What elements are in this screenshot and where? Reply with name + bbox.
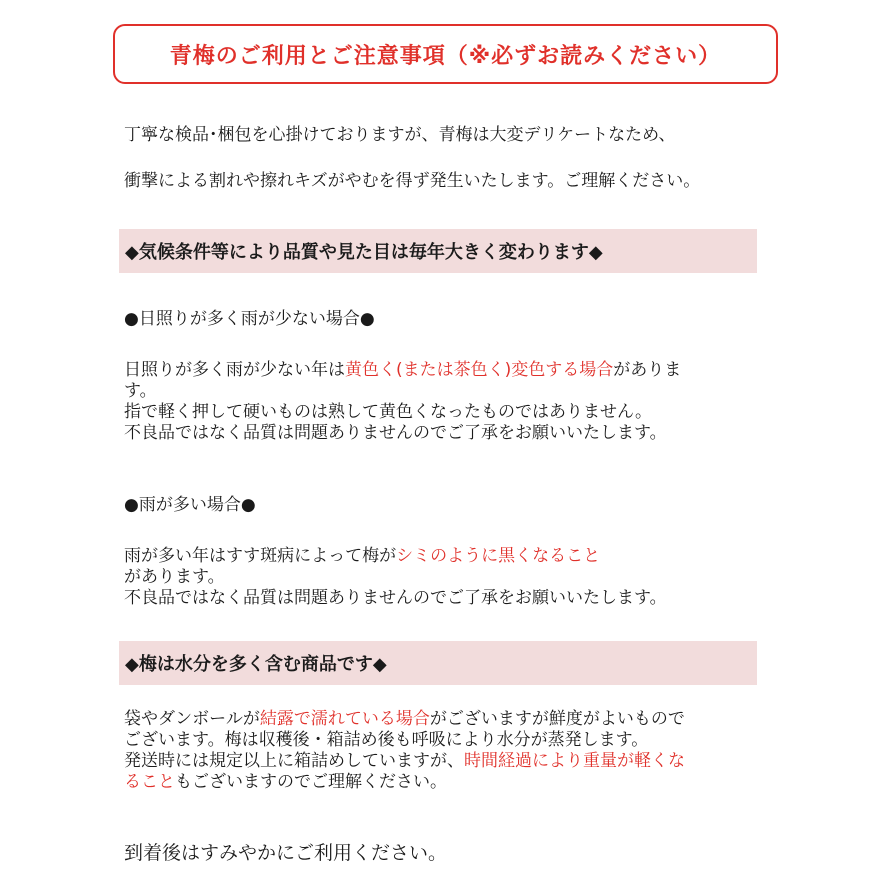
sunny-line-1 xyxy=(124,360,681,381)
rainy-line-1 xyxy=(124,546,667,567)
sunny-line-1-text-a: 日照りが多く雨が少ない年は xyxy=(124,360,345,380)
section-2-heading: ◆梅は水分を多く含む商品です◆ xyxy=(125,654,387,675)
moisture-line-3-text-a: 発送時には規定以上に箱詰めしていますが、 xyxy=(124,751,464,771)
section-2-heading-band xyxy=(119,641,757,685)
rainy-line-3: 不良品ではなく品質は問題ありませんのでご了承をお願いいたします。 xyxy=(124,588,667,608)
intro-line-2: 衝撃による割れや擦れキズがやむを得ず発生いたします。ご理解ください。 xyxy=(124,171,701,191)
moisture-line-4-text-b: もございますのでご理解ください。 xyxy=(175,772,447,792)
moisture-line-1-highlight: 結露で濡れている場合 xyxy=(259,709,430,729)
sunny-line-4: 不良品ではなく品質は問題ありませんのでご了承をお願いいたします。 xyxy=(124,423,667,443)
closing-note: 到着後はすみやかにご利用ください。 xyxy=(124,842,448,864)
rainy-line-1-text-a: 雨が多い年はすす斑病によって梅が xyxy=(124,546,397,566)
moisture-line-4 xyxy=(124,772,685,793)
rainy-subheading: ●雨が多い場合● xyxy=(124,495,256,515)
sunny-paragraph xyxy=(124,360,681,444)
moisture-line-1 xyxy=(124,709,685,730)
sunny-subheading: ●日照りが多く雨が少ない場合● xyxy=(124,309,375,329)
moisture-line-3-highlight: 時間経過により重量が軽くな xyxy=(464,751,685,771)
rainy-line-2: があります。 xyxy=(124,567,225,587)
sunny-line-1-highlight: 黄色く(または茶色く)変色する場合 xyxy=(345,360,614,380)
moisture-line-1-text-b: がございますが鮮度がよいもので xyxy=(429,709,685,729)
section-1-heading-band xyxy=(119,229,757,273)
sunny-line-3: 指で軽く押して硬いものは熟して黄色くなったものではありません。 xyxy=(124,402,653,422)
intro-line-1: 丁寧な検品･梱包を心掛けておりますが、青梅は大変デリケートなため、 xyxy=(124,125,676,145)
rainy-line-1-highlight: シミのように黒くなること xyxy=(396,546,601,566)
moisture-paragraph xyxy=(124,709,685,793)
rainy-paragraph xyxy=(124,546,667,609)
sunny-line-1-text-b: がありま xyxy=(613,360,682,380)
sunny-line-2: す。 xyxy=(124,381,157,401)
moisture-line-4-highlight: ること xyxy=(124,772,175,792)
title-box xyxy=(113,24,778,84)
moisture-line-3 xyxy=(124,751,685,772)
moisture-line-2: ございます。梅は収穫後・箱詰め後も呼吸により水分が蒸発します。 xyxy=(124,730,649,750)
moisture-line-1-text-a: 袋やダンボールが xyxy=(124,709,260,729)
page-title: 青梅のご利用とご注意事項（※必ずお読みください） xyxy=(169,43,722,69)
intro-paragraph xyxy=(124,122,700,194)
section-1-heading: ◆気候条件等により品質や見た目は毎年大きく変わります◆ xyxy=(125,242,603,263)
